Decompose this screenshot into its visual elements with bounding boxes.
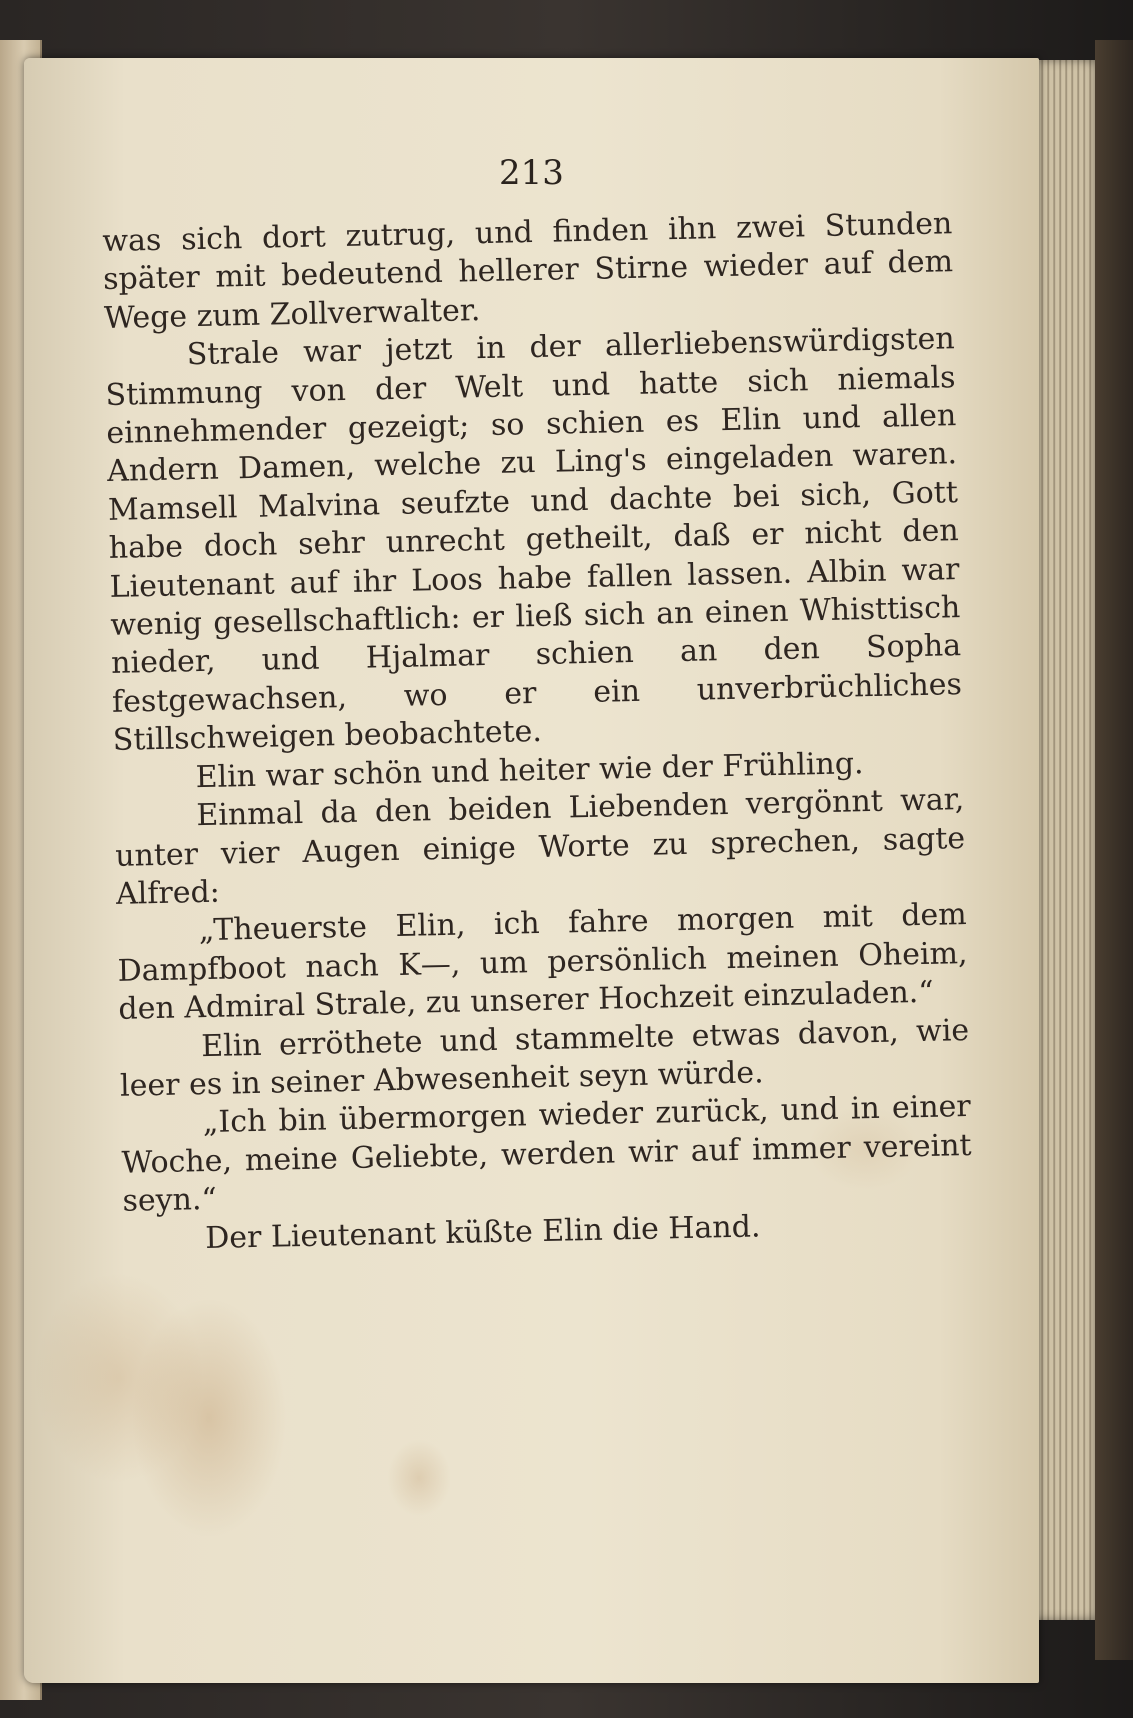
- book-cover-edge: [1095, 40, 1133, 1660]
- page-number: 213: [499, 153, 564, 193]
- paragraph: Der Lieutenant küßte Elin die Hand.: [204, 1208, 761, 1256]
- body-text: [102, 205, 974, 1260]
- paragraph: was sich dort zutrug, und finden ihn zwei Stunden später mit bedeutend hellerer Stirne wieder auf dem Wege zum Zollverwalter.: [102, 206, 954, 336]
- paragraph: „Theuerste Elin, ich fahre morgen mit dem Dampfboot nach K—, um persönlich meinen Oheim, den Admiral Strale, zu unserer Hochzeit einzuladen.“: [117, 897, 968, 1027]
- paragraph: Einmal da den beiden Liebenden vergönnt war, unter vier Augen einige Worte zu sprechen, sagte Alfred:: [114, 782, 966, 912]
- page-stack-edge: [1032, 60, 1102, 1620]
- book-page: [24, 58, 1039, 1683]
- paragraph: Elin erröthete und stammelte etwas davon, wie leer es in seiner Abwesenheit seyn würde.: [119, 1012, 970, 1104]
- paragraph: „Ich bin übermorgen wieder zurück, und in einer Woche, meine Geliebte, werden wir auf immer vereint seyn.“: [121, 1089, 972, 1219]
- paragraph: Strale war jetzt in der allerliebenswürdigsten Stimmung von der Welt und hatte sich niemals einnehmender gezeigt; so schien es Elin und allen Andern Damen, welche zu Ling's eingeladen waren. Mamsell Malvina seufzte und dachte bei sich, Gott habe doch sehr unrecht getheilt, daß er nicht den Lieutenant auf ihr Loos habe fallen lassen. Albin war wenig gesellschaftlich: er ließ sich an einen Whisttisch nieder, und Hjalmar schien an den Sopha festgewachsen, wo er ein unverbrüchliches Stillschweigen beobachtete.: [105, 321, 963, 759]
- paragraph: Elin war schön und heiter wie der Frühling.: [195, 745, 864, 795]
